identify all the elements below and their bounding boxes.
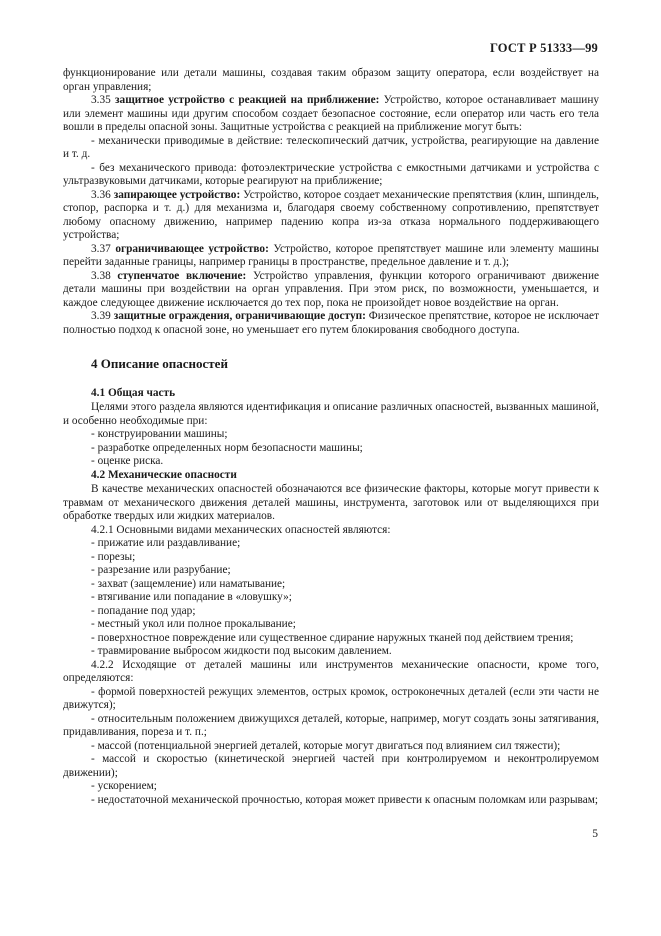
clause-number: 3.37 [91, 242, 116, 255]
list-item: - разрезание или разрубание; [91, 564, 231, 576]
document-body [63, 67, 599, 807]
definition-3-38 [63, 270, 599, 311]
list-item: - местный укол или полное прокалывание; [91, 618, 296, 630]
paragraph-4-2-1: 4.2.1 Основными видами механических опасностей являются: [91, 523, 391, 536]
term: ограничивающее устройство: [115, 242, 269, 255]
list-item: - разработке определенных норм безопасности машины; [91, 441, 363, 454]
term: ступенчатое включение: [117, 269, 247, 282]
clause-number: 3.36 [91, 188, 114, 201]
list-item: - прижатие или раздавливание; [91, 537, 241, 549]
list-item: - попадание под удар; [91, 604, 196, 617]
definition-3-36 [63, 189, 599, 243]
definition-text: Устройство, которое создает механические препятствия (клин, шпиндель, стопор, распорка и т. д.) для механизма и, благодаря своему собственному сопротивлению, препятствует любому опасному движению, например падению копра из-за отказа нормального поддерживающего устройства; [63, 188, 600, 241]
clause-number: 3.35 [91, 94, 116, 106]
list-item: - втягивание или попадание в «ловушку»; [91, 591, 292, 603]
term: защитные ограждения, ограничивающие доступ: [113, 310, 366, 322]
list-item: - массой и скоростью (кинетической энергией частей при контролируемом и неконтролируемом движении); [63, 753, 599, 779]
paragraph: Целями этого раздела являются идентификация и описание различных опасностей, вызванных машиной, и особенно необходимые при: [63, 401, 599, 427]
definition-text: Устройство, которое останавливает машину или элемент машины иди другим способом создает безопасное состояние, если оператор или часть его тела вошли в пределы опасной зоны. Защитные устройства с реакцией на приближение могут быть: [63, 94, 600, 133]
section-4-2-heading: 4.2 Механические опасности [91, 468, 237, 481]
list-item: - формой поверхностей режущих элементов, острых кромок, остроконечных деталей (если эти части не движутся); [63, 685, 599, 711]
list-item: - оценке риска. [91, 455, 164, 467]
list-item: - механически приводимые в действие: телескопический датчик, устройства, реагирующие на давление и т. д. [63, 134, 599, 160]
definition-3-37 [63, 243, 599, 270]
definition-3-39 [63, 310, 599, 337]
definition-text: Устройство управления, функции которого ограничивают движение детали машины при воздействии на орган управления. При этом риск, по возможности, уменьшается, и каждое следующее движение исключается до тех пор, пока не произойдет новое воздействие на орган. [63, 269, 600, 309]
list-item: - относительным положением движущихся деталей, которые, например, могут создать зоны затягивания, придавливания, пореза и т. п.; [63, 712, 599, 738]
list-item: - недостаточной механической прочностью, которая может привести к опасным поломкам или разрывам; [91, 793, 599, 806]
paragraph-4-2-2: 4.2.2 Исходящие от деталей машины или инструментов механические опасности, кроме того, определяются: [63, 658, 599, 684]
list-item: - конструировании машины; [91, 428, 228, 440]
clause-number: 3.38 [91, 269, 118, 282]
list-item: - массой (потенциальной энергией деталей, которые могут двигаться под влиянием сил тяжести); [91, 739, 561, 752]
definition-text: Физическое препятствие, которое не исключает полностью подход к опасной зоне, но уменьшает его путем блокирования свободного доступа. [63, 310, 600, 336]
list-item: - без механического привода: фотоэлектрические устройства с емкостными датчиками и устройства с ультразвуковыми датчиками, которые реагируют на приближение; [63, 161, 599, 187]
term: запирающее устройство: [113, 188, 241, 201]
list-item: - захват (защемление) или наматывание; [91, 577, 286, 590]
list-item: - ускорением; [91, 780, 157, 792]
section-4-1-heading: 4.1 Общая часть [91, 386, 176, 399]
list-item: - порезы; [91, 550, 136, 563]
clause-number: 3.39 [91, 310, 114, 322]
definition-3-35 [63, 94, 599, 135]
paragraph-continuation: функционирование или детали машины, создавая таким образом защиту оператора, если воздействует на орган управления; [63, 67, 599, 93]
page-number: 5 [592, 828, 598, 840]
paragraph: В качестве механических опасностей обозначаются все физические факторы, которые могут привести к травмам от механического движения деталей машины, инструмента, заготовок или от выделяющихся при обработке твердых или жидких материалов. [63, 483, 599, 522]
section-4-heading: 4 Описание опасностей [91, 356, 228, 371]
list-item: - поверхностное повреждение или существенное сдирание наружных тканей под действием трения; [91, 631, 574, 644]
list-item: - травмирование выбросом жидкости под высоким давлением. [91, 645, 392, 657]
document-code-header: ГОСТ Р 51333—99 [489, 41, 598, 55]
definition-text: Устройство, которое препятствует машине или элементу машины перейти заданные границы, например границы в пространстве, предельное давление и т. д.); [63, 242, 599, 268]
term: защитное устройство с реакцией на приближение: [115, 94, 380, 106]
